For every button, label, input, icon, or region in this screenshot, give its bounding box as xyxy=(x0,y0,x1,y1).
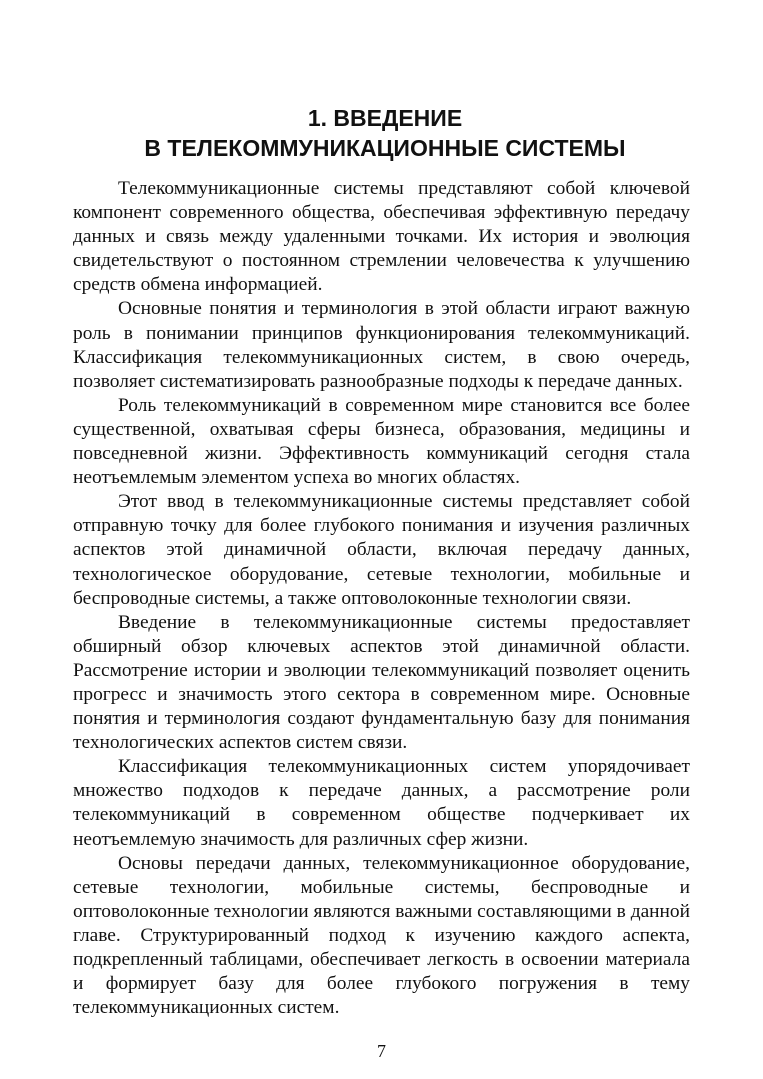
paragraph-3: Роль телекоммуникаций в современном мире становится все более существенной, охватывая сферы бизнеса, образования, медицины и повседневной жизни. Эффективность коммуникаций сегодня стала неотъемлемым элементом успеха во многих областях. xyxy=(73,394,690,489)
paragraph-4: Этот ввод в телекоммуникационные системы представляет собой отправную точку для более глубокого понимания и изучения различных аспектов этой динамичной области, включая передачу данных, технологическое оборудование, сетевые технологии, мобильные и беспроводные системы, а также оптоволоконные технологии связи. xyxy=(73,491,690,609)
paragraph-7: Основы передачи данных, телекоммуникационное оборудование, сетевые технологии, мобильные системы, беспроводные и оптоволоконные технологии являются важными составляющими в данной главе. Структурированный подход к изучению каждого аспекта, подкрепленный таблицами, обеспечивает легкость в освоении материала и формирует базу для более глубокого погружения в тему телекоммуникационных систем. xyxy=(73,852,690,1019)
paragraph-2: Основные понятия и терминология в этой области играют важную роль в понимании принципов функционирования телекоммуникаций. Классификация телекоммуникационных систем, в свою очередь, позволяет систематизировать разнообразные подходы к передаче данных. xyxy=(73,298,690,392)
chapter-title-line-2: В ТЕЛЕКОММУНИКАЦИОННЫЕ СИСТЕМЫ xyxy=(144,135,626,161)
chapter-title-line-1: 1. ВВЕДЕНИЕ xyxy=(307,105,463,131)
paragraph-5: Введение в телекоммуникационные системы предоставляет обширный обзор ключевых аспектов этой динамичной области. Рассмотрение истории и эволюции телекоммуникаций позволяет оценить прогресс и значимость этого сектора в современном мире. Основные понятия и терминология создают фундаментальную базу для понимания технологических аспектов систем связи. xyxy=(73,611,690,754)
paragraph-6: Классификация телекоммуникационных систем упорядочивает множество подходов к передаче данных, а рассмотрение роли телекоммуникаций в современном обществе подчеркивает их неотъемлемую значимость для различных сфер жизни. xyxy=(73,756,690,850)
paragraph-1: Телекоммуникационные системы представляют собой ключевой компонент современного общества, обеспечивая эффективную передачу данных и связь между удаленными точками. Их история и эволюция свидетельствуют о постоянном стремлении человечества к улучшению средств обмена информацией. xyxy=(73,178,690,296)
body-text xyxy=(73,177,690,1020)
page-number: 7 xyxy=(377,1041,386,1061)
chapter-title xyxy=(60,103,710,163)
